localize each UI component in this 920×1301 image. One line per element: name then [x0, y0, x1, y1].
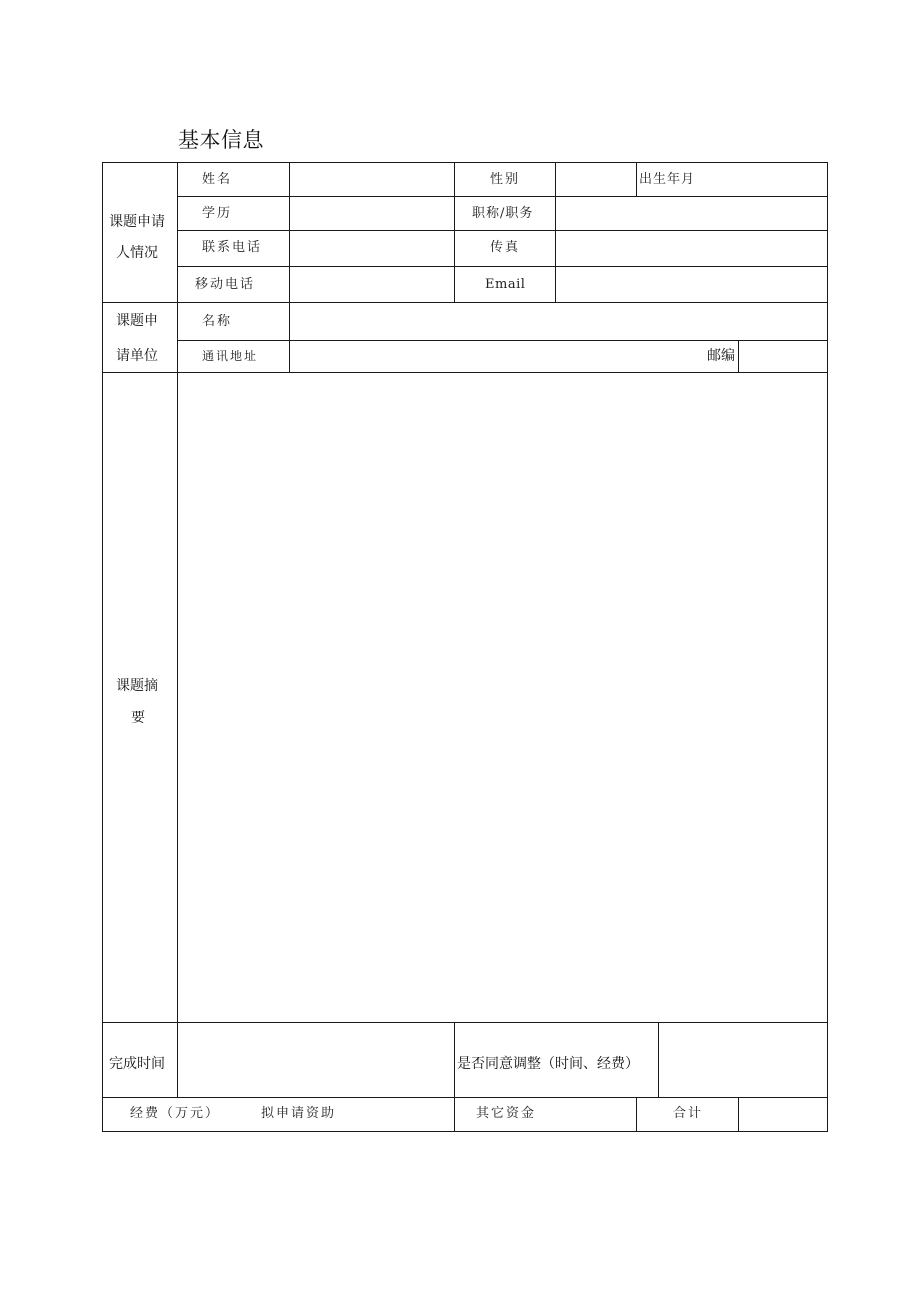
birth-date-label: 出生年月: [639, 172, 696, 187]
table-border-top: [102, 162, 828, 163]
name-field[interactable]: [290, 163, 454, 196]
other-funding-label: 其它资金: [476, 1106, 537, 1121]
education-label: 学历: [202, 206, 233, 221]
fax-label: 传真: [490, 240, 521, 255]
phone-field[interactable]: [290, 231, 454, 266]
row-divider: [102, 1097, 828, 1098]
abstract-section-label: 要: [131, 710, 145, 726]
table-border-right: [827, 162, 828, 1132]
col-divider: [454, 1022, 455, 1132]
adjust-consent-label: 是否同意调整（时间、经费）: [457, 1056, 639, 1072]
table-border-left: [102, 162, 103, 1132]
completion-time-field[interactable]: [178, 1023, 454, 1097]
fax-field[interactable]: [556, 231, 827, 266]
col-divider: [636, 162, 637, 197]
mobile-field[interactable]: [290, 267, 454, 302]
other-funding-field[interactable]: [545, 1098, 636, 1131]
address-label: 通讯地址: [202, 349, 259, 363]
unit-name-label: 名称: [202, 314, 233, 329]
total-funding-label: 合计: [673, 1106, 704, 1121]
page-title: 基本信息: [178, 128, 264, 152]
adjust-consent-field[interactable]: [659, 1023, 827, 1097]
postcode-field[interactable]: [739, 341, 827, 372]
requested-funding-label: 拟申请资助: [261, 1106, 337, 1121]
table-border-bottom: [102, 1131, 828, 1132]
abstract-field[interactable]: [178, 373, 827, 1022]
email-field[interactable]: [556, 267, 827, 302]
education-field[interactable]: [290, 197, 454, 230]
unit-name-field[interactable]: [290, 303, 827, 340]
postcode-label: 邮编: [707, 348, 735, 364]
funding-label: 经费（万元）: [130, 1106, 221, 1121]
total-funding-field[interactable]: [739, 1098, 827, 1131]
col-divider: [454, 162, 455, 303]
name-label: 姓名: [202, 172, 233, 187]
phone-label: 联系电话: [202, 240, 263, 255]
col-divider: [636, 1097, 637, 1132]
requested-funding-field[interactable]: [350, 1098, 454, 1131]
applicant-section-label: 人情况: [116, 245, 158, 261]
job-title-label: 职称/职务: [472, 206, 534, 221]
gender-field[interactable]: [556, 163, 636, 196]
gender-label: 性别: [490, 172, 521, 187]
applicant-section-label: 课题申请: [109, 214, 165, 230]
email-label: Email: [485, 277, 526, 292]
address-field[interactable]: [290, 341, 700, 372]
unit-section-label: 请单位: [116, 348, 158, 364]
unit-section-label: 课题申: [116, 313, 158, 329]
mobile-label: 移动电话: [195, 277, 256, 292]
abstract-section-label: 课题摘: [116, 678, 158, 694]
job-title-field[interactable]: [556, 197, 827, 230]
completion-time-label: 完成时间: [109, 1056, 165, 1072]
